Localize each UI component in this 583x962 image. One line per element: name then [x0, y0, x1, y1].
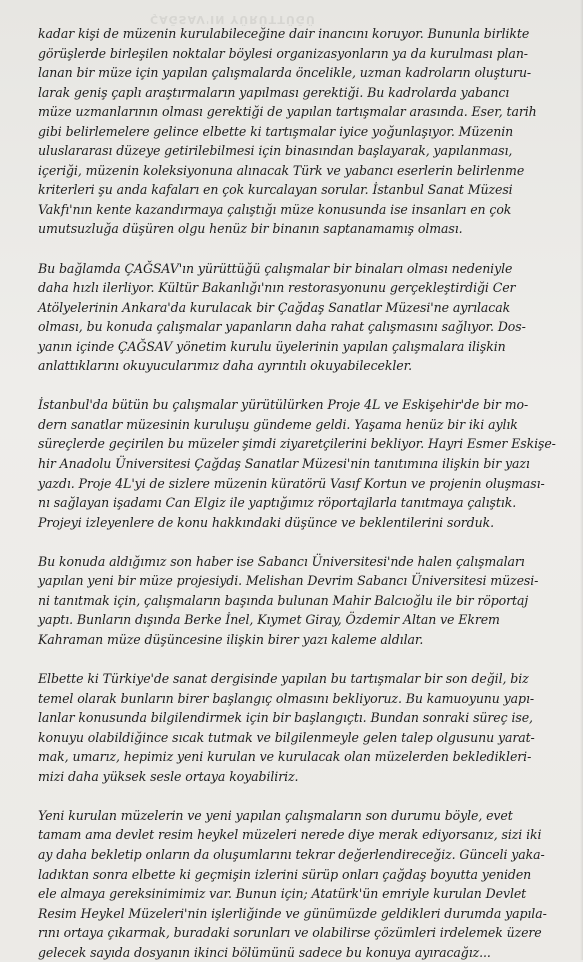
- text-line: lanlar konusunda bilgilendirmek için bir başlangıçtı. Bundan sonraki süreç ise,: [38, 710, 533, 726]
- text-line: süreçlerde geçirilen bu müzeler şimdi ziyaretçilerini bekliyor. Hayri Esmer Eskişe-: [38, 436, 556, 452]
- text-line: lanan bir müze için yapılan çalışmalarda öncelikle, uzman kadroların oluşturu-: [38, 65, 532, 81]
- text-line: nı sağlayan işadamı Can Elgiz ile yaptığımız röportajlarla tanıtmaya çalıştık.: [38, 495, 517, 511]
- text-line: kadar kişi de müzenin kurulabileceğine dair inancını koruyor. Bununla birlikte: [38, 26, 530, 41]
- text-line: tamam ama devlet resim heykel müzeleri nerede diye merak ediyorsanız, sizi iki: [38, 827, 542, 843]
- text-line: gelecek sayıda dosyanın ikinci bölümünü sadece bu konuya ayıracağız...: [38, 944, 491, 960]
- text-line: rını ortaya çıkarmak, buradaki sorunları ve olabilirse çözümleri irdelemek üzere: [38, 925, 542, 941]
- text-line: İstanbul'da bütün bu çalışmalar yürütülürken Proje 4L ve Eskişehir'de bir mo-: [38, 397, 529, 413]
- text-line: umutsuzluğa düşüren olgu henüz bir binanın saptanamamış olması.: [38, 221, 463, 237]
- text-line: anlattıklarını okuyucularımız daha ayrıntılı okuyabilecekler.: [38, 358, 412, 374]
- text-line: uluslararası düzeye getirilebilmesi için binasından başlayarak, yapılanması,: [38, 143, 513, 159]
- paragraph-4: [38, 552, 580, 650]
- text-line: mak, umarız, hepimiz yeni kurulan ve kurulacak olan müzelerden bekledikleri-: [38, 749, 532, 765]
- text-line: müze uzmanlarının olması gerektiği de yapılan tartışmalar arasında. Eser, tarih: [38, 104, 537, 120]
- text-line: Kahraman müze düşüncesine ilişkin birer yazı kaleme aldılar.: [38, 631, 424, 647]
- paragraph-gap: [38, 532, 580, 552]
- text-line: ni tanıtmak için, çalışmaların başında bulunan Mahir Balcıoğlu ile bir röportaj: [38, 592, 529, 608]
- paragraph-3: [38, 395, 580, 532]
- text-line: Atölyelerinin Ankara'da kurulacak bir Çağdaş Sanatlar Müzesi'ne ayrılacak: [38, 299, 511, 315]
- paragraph-5: [38, 669, 580, 786]
- paragraph-gap: [38, 650, 580, 670]
- paragraph-1: [38, 24, 580, 239]
- article-body: [38, 24, 580, 962]
- paragraph-2: [38, 259, 580, 376]
- text-line: Projeyi izleyenlere de konu hakkındaki düşünce ve beklentilerini sorduk.: [38, 514, 494, 530]
- text-line: olması, bu konuda çalışmalar yapanların daha rahat çalışmasını sağlıyor. Dos-: [38, 319, 526, 335]
- text-line: yazdı. Proje 4L'yi de sizlere müzenin küratörü Vasıf Kortun ve projenin oluşması-: [38, 475, 545, 491]
- text-line: Elbette ki Türkiye'de sanat dergisinde yapılan bu tartışmalar bir son değil, biz: [38, 671, 529, 687]
- paragraph-gap: [38, 376, 580, 396]
- text-line: Bu konuda aldığımız son haber ise Sabancı Üniversitesi'nde halen çalışmaları: [38, 553, 525, 569]
- text-line: mizi daha yüksek sesle ortaya koyabiliriz.: [38, 768, 299, 784]
- text-line: Resim Heykel Müzeleri'nin işlerliğinde ve günümüzde geldikleri durumda yapıla-: [38, 905, 547, 921]
- text-line: görüşlerde birleşilen noktalar böylesi organizasyonların ya da kurulması plan-: [38, 45, 528, 61]
- text-line: kriterleri şu anda kafaları en çok kurcalayan sorular. İstanbul Sanat Müzesi: [38, 182, 513, 198]
- text-line: gibi belirlemelere gelince elbette ki tartışmalar iyice yoğunlaşıyor. Müzenin: [38, 123, 514, 139]
- text-line: Bu bağlamda ÇAĞSAV'ın yürüttüğü çalışmalar bir binaları olması nedeniyle: [38, 260, 513, 276]
- text-line: dern sanatlar müzesinin kuruluşu gündeme geldi. Yaşama henüz bir iki aylık: [38, 416, 518, 432]
- text-line: içeriği, müzenin koleksiyonuna alınacak Türk ve yabancı eserlerin belirlenme: [38, 162, 525, 178]
- text-line: yapılan yeni bir müze projesiydi. Melishan Devrim Sabancı Üniversitesi müzesi-: [38, 573, 539, 589]
- text-line: temel olarak bunların birer başlangıç olmasını bekliyoruz. Bu kamuoyunu yapı-: [38, 690, 535, 706]
- text-line: ele almaya gereksinimimiz var. Bunun için; Atatürk'ün emriyle kurulan Devlet: [38, 886, 527, 902]
- text-line: Vakfı'nın kente kazandırmaya çalıştığı müze konusunda ise insanları en çok: [38, 201, 512, 217]
- text-line: yanın içinde ÇAĞSAV yönetim kurulu üyelerinin yapılan çalışmalara ilişkin: [38, 338, 506, 354]
- text-line: ay daha bekletip onların da oluşumlarını tekrar değerlendireceğiz. Günceli yaka-: [38, 846, 545, 862]
- text-line: hir Anadolu Üniversitesi Çağdaş Sanatlar Müzesi'nin tanıtımına ilişkin bir yazı: [38, 456, 530, 472]
- text-line: daha hızlı ilerliyor. Kültür Bakanlığı'nın restorasyonunu gerçekleştirdiği Cer: [38, 280, 516, 296]
- text-line: Yeni kurulan müzelerin ve yeni yapılan çalışmaların son durumu böyle, evet: [38, 807, 513, 823]
- text-line: yaptı. Bunların dışında Berke İnel, Kıymet Giray, Özdemir Altan ve Ekrem: [38, 612, 500, 628]
- text-line: larak geniş çaplı araştırmaların yapılması gerektiği. Bu kadrolarda yabancı: [38, 84, 510, 100]
- paragraph-gap: [38, 239, 580, 259]
- text-line: ladıktan sonra elbette ki geçmişin izlerini sürüp onları çağdaş boyutta yeniden: [38, 866, 532, 882]
- header-bleed-through: ÇAĞSAV'IN YÜRÜTTÜĞÜ: [150, 13, 316, 26]
- paragraph-gap: [38, 786, 580, 806]
- paragraph-6: [38, 806, 580, 962]
- text-line: konuyu olabildiğince sıcak tutmak ve bilgilenmeyle gelen talep olgusunu yarat-: [38, 729, 535, 745]
